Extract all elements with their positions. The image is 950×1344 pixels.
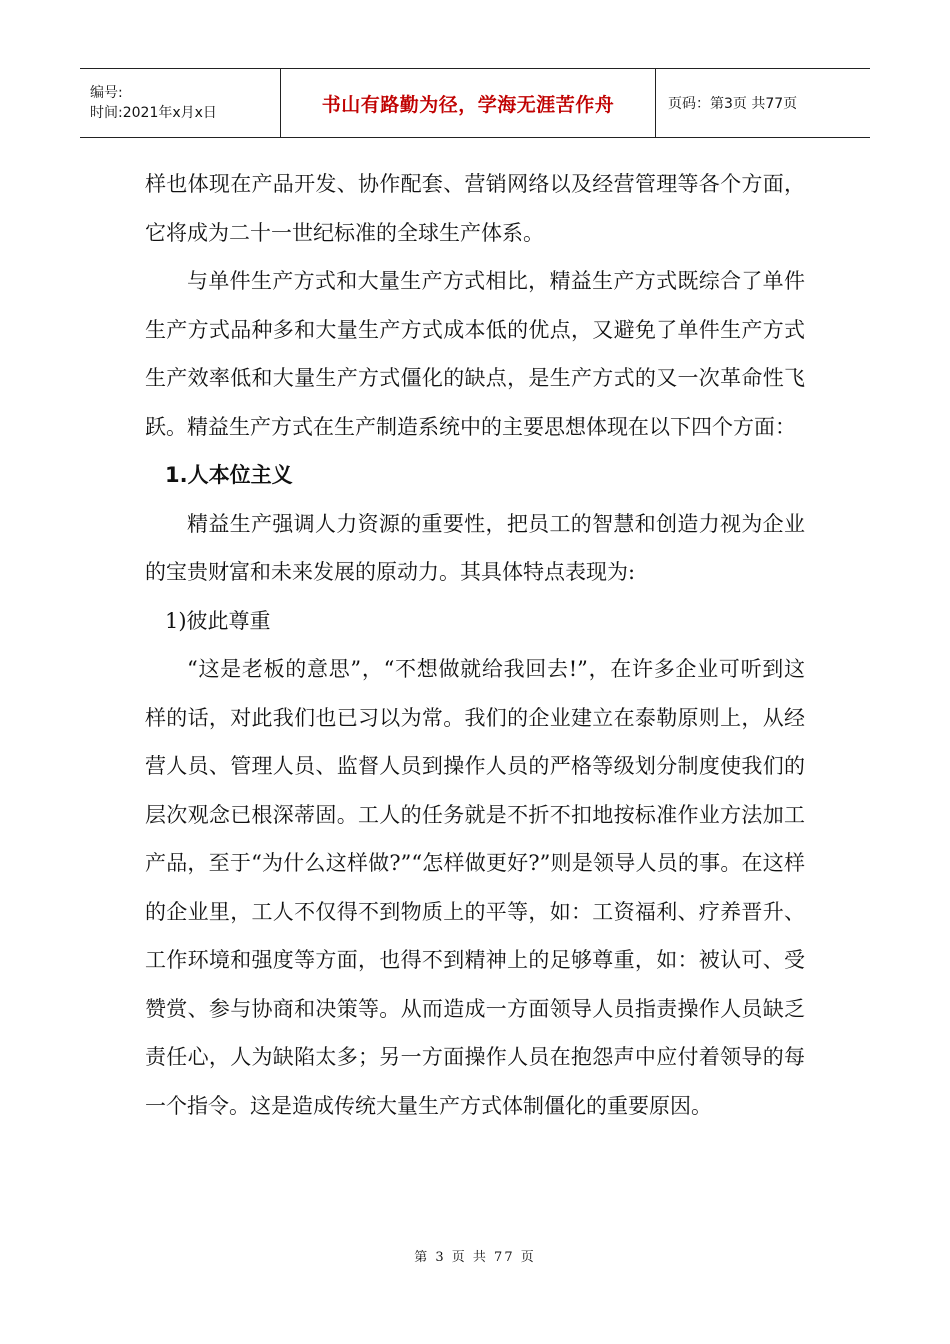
header-motto-cell: [280, 69, 656, 137]
paragraph-2: 与单件生产方式和大量生产方式相比，精益生产方式既综合了单件生产方式品种多和大量生产方式成本低的优点，又避免了单件生产方式生产效率低和大量生产方式僵化的缺点，是生产方式的又一次革命性飞跃。精益生产方式在生产制造系统中的主要思想体现在以下四个方面：: [145, 269, 805, 439]
subheading-1: 1)彼此尊重: [165, 608, 271, 633]
header-motto: 书山有路勤为径，学海无涯苦作舟: [321, 93, 615, 116]
paragraph-3: 精益生产强调人力资源的重要性，把员工的智慧和创造力视为企业的宝贵财富和未来发展的原动力。其具体特点表现为:: [145, 511, 805, 584]
page-header: [80, 68, 870, 138]
paragraph-4: “这是老板的意思”，“不想做就给我回去!”，在许多企业可听到这样的话，对此我们也已习以为常。我们的企业建立在泰勒原则上，从经营人员、管理人员、监督人员到操作人员的严格等级划分制度使我们的层次观念已根深蒂固。工人的任务就是不折不扣地按标准作业方法加工产品，至于“为什么这样做?”“怎样做更好?”则是领导人员的事。在这样的企业里，工人不仅得不到物质上的平等，如：工资福利、疗养晋升、工作环境和强度等方面，也得不到精神上的足够尊重，如：被认可、受赞赏、参与协商和决策等。从而造成一方面领导人员指责操作人员缺乏责任心，人为缺陷太多；另一方面操作人员在抱怨声中应付着领导的每一个指令。这是造成传统大量生产方式体制僵化的重要原因。: [145, 657, 805, 1118]
section-heading-1: 1.人本位主义: [165, 463, 293, 487]
page-footer: 第 3 页 共 77 页: [414, 1250, 536, 1265]
header-page-cell: [656, 69, 870, 137]
doc-number-label: 编号:: [90, 85, 123, 101]
header-page-number: 页码：第3页 共77页: [668, 96, 798, 112]
header-meta: [80, 69, 280, 137]
document-body: [145, 160, 805, 1130]
paragraph-1: 样也体现在产品开发、协作配套、营销网络以及经营管理等各个方面，它将成为二十一世纪标准的全球生产体系。: [145, 172, 805, 245]
doc-time-label: 时间:2021年x月x日: [90, 105, 217, 121]
